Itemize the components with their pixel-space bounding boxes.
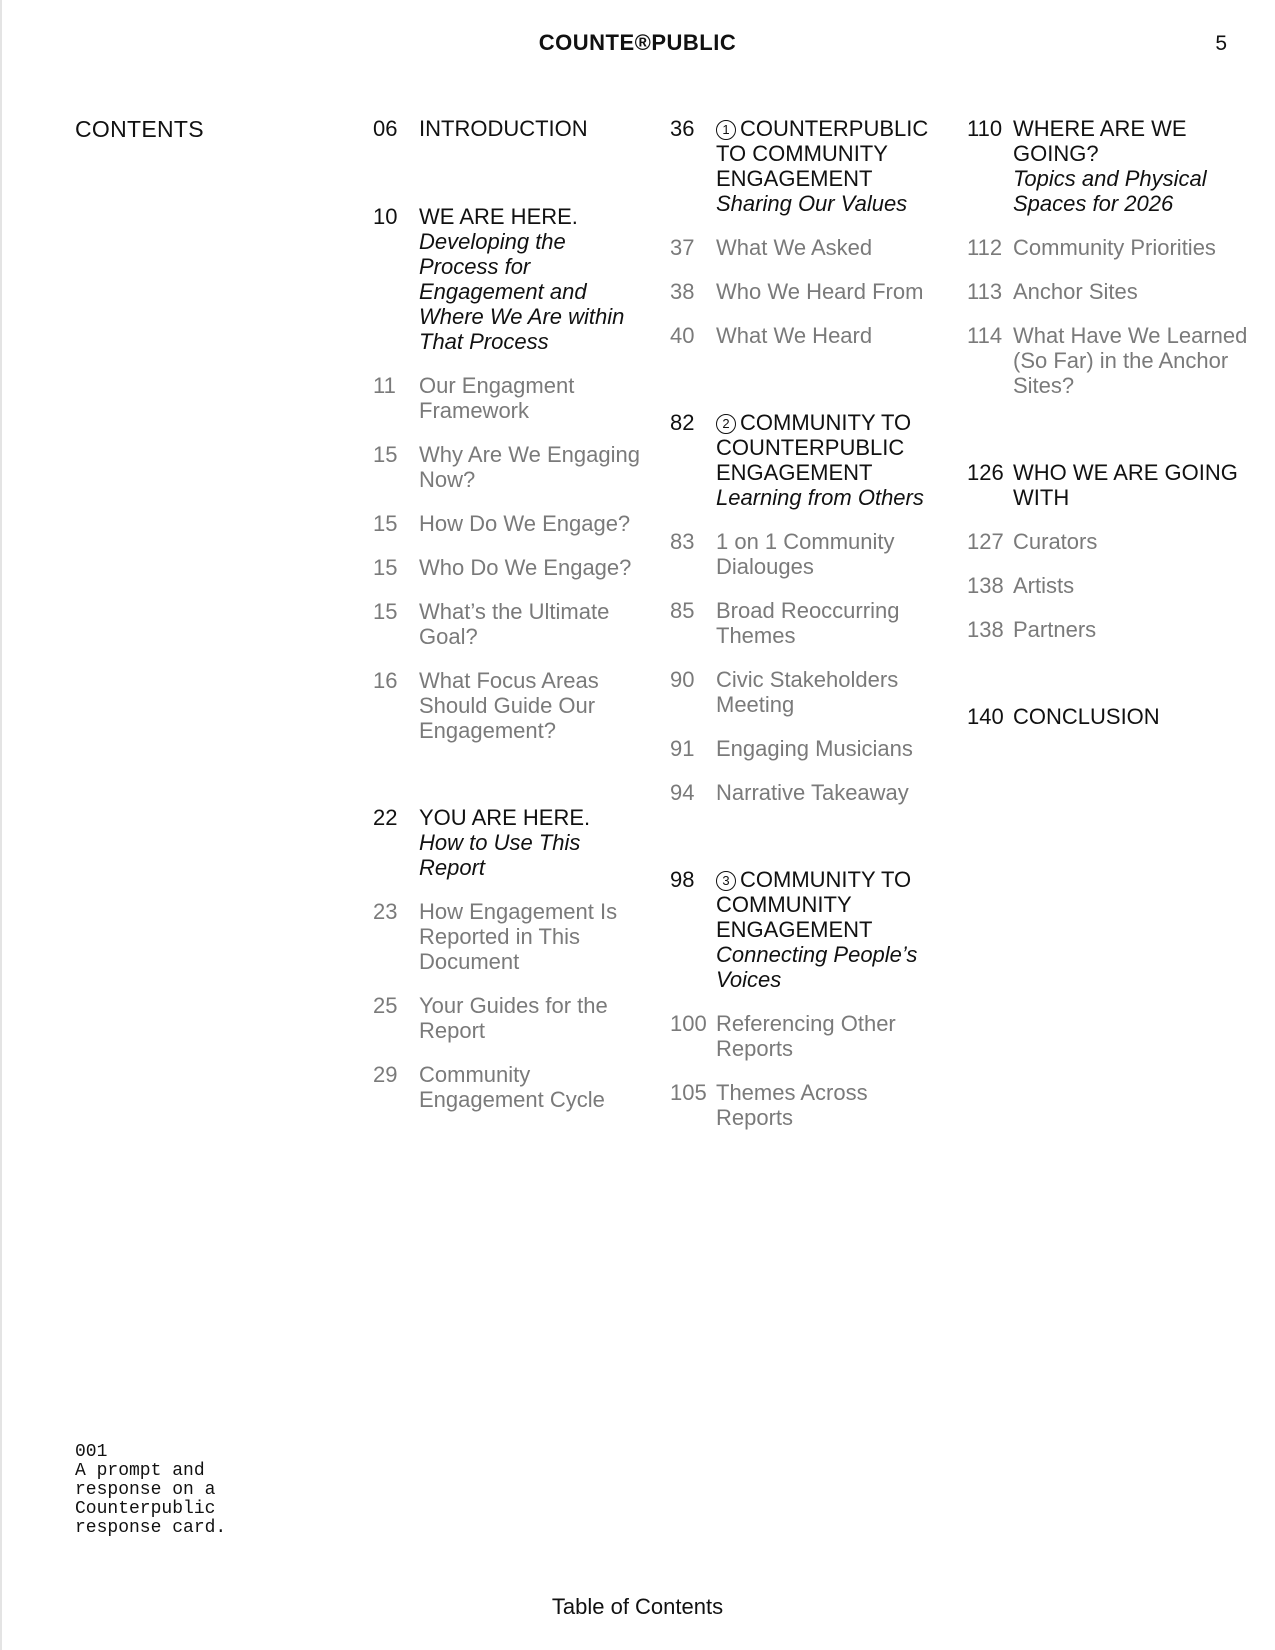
toc-section[interactable] xyxy=(967,460,1252,510)
toc-item[interactable] xyxy=(373,442,648,492)
toc-page-number: 22 xyxy=(373,805,398,830)
image-caption xyxy=(75,1443,295,1538)
toc-item[interactable] xyxy=(373,599,648,649)
toc-page-number: 140 xyxy=(967,704,1004,729)
toc-section-subtitle: Connecting People’s Voices xyxy=(716,942,918,992)
circled-number-icon: 2 xyxy=(716,414,736,434)
toc-section-subtitle: Sharing Our Values xyxy=(716,191,908,216)
toc-page-number: 25 xyxy=(373,993,398,1018)
toc-page-number: 10 xyxy=(373,204,398,229)
toc-page-number: 11 xyxy=(373,373,396,398)
toc-page-number: 113 xyxy=(967,279,1003,304)
counterpublic-logo: COUNTE®PUBLIC xyxy=(538,30,737,55)
toc-page-number: 100 xyxy=(670,1011,707,1036)
toc-item-label: Partners xyxy=(1013,617,1097,642)
toc-page-number: 126 xyxy=(967,460,1004,485)
toc-item[interactable] xyxy=(670,780,945,805)
toc-item[interactable] xyxy=(670,529,945,579)
toc-item[interactable] xyxy=(373,511,648,536)
toc-section[interactable] xyxy=(670,410,945,510)
toc-section[interactable] xyxy=(670,116,945,216)
toc-item[interactable] xyxy=(373,555,648,580)
toc-page-number: 82 xyxy=(670,410,695,435)
toc-item[interactable] xyxy=(967,279,1252,304)
toc-item-label: Engaging Musicians xyxy=(716,736,913,761)
toc-item[interactable] xyxy=(373,1062,648,1112)
toc-item-label: What We Asked xyxy=(716,235,873,260)
circled-number-icon: 3 xyxy=(716,871,736,891)
page-edge xyxy=(0,0,2,1650)
toc-page-number: 15 xyxy=(373,442,398,467)
toc-page-number: 90 xyxy=(670,667,695,692)
toc-item-label: Why Are We Engaging Now? xyxy=(419,442,640,492)
toc-page-number: 06 xyxy=(373,116,398,141)
toc-page-number: 127 xyxy=(967,529,1004,554)
toc-section-title: YOU ARE HERE. xyxy=(419,805,591,830)
toc-item-label: Civic Stakeholders Meeting xyxy=(716,667,899,717)
toc-page-number: 15 xyxy=(373,555,398,580)
toc-section[interactable] xyxy=(967,704,1252,729)
toc-page-number: 15 xyxy=(373,511,398,536)
toc-page-number: 138 xyxy=(967,617,1004,642)
footer-title: Table of Contents xyxy=(551,1594,724,1619)
toc-section[interactable] xyxy=(373,805,648,880)
toc-column-2 xyxy=(670,116,945,1130)
toc-item-label: Narrative Takeaway xyxy=(716,780,909,805)
toc-item-label: Our Engagment Framework xyxy=(419,373,575,423)
toc-item-label: What We Heard xyxy=(716,323,873,348)
toc-page-number: 91 xyxy=(670,736,695,761)
toc-section-title: CONCLUSION xyxy=(1013,704,1160,729)
toc-item-label: How Do We Engage? xyxy=(419,511,631,536)
toc-item-label: Your Guides for the Report xyxy=(419,993,608,1043)
toc-column-3 xyxy=(967,116,1252,729)
toc-section-title: WHERE ARE WE GOING? xyxy=(1013,116,1187,166)
toc-page-number: 36 xyxy=(670,116,695,141)
toc-page-number: 110 xyxy=(967,116,1003,141)
toc-item-label: Community Priorities xyxy=(1013,235,1216,260)
toc-section-title: INTRODUCTION xyxy=(419,116,588,141)
toc-page-number: 29 xyxy=(373,1062,398,1087)
toc-item[interactable] xyxy=(670,667,945,717)
toc-item[interactable] xyxy=(967,529,1252,554)
toc-page-number: 40 xyxy=(670,323,695,348)
toc-section[interactable] xyxy=(967,116,1252,216)
toc-item[interactable] xyxy=(967,323,1252,398)
toc-section-subtitle: Learning from Others xyxy=(716,485,924,510)
toc-section[interactable] xyxy=(670,867,945,992)
toc-page-number: 38 xyxy=(670,279,695,304)
toc-section[interactable] xyxy=(373,204,648,354)
toc-page-number: 112 xyxy=(967,235,1003,260)
toc-page-number: 16 xyxy=(373,668,398,693)
toc-item[interactable] xyxy=(670,279,945,304)
toc-item[interactable] xyxy=(373,373,648,423)
caption-number: 001 xyxy=(75,1442,108,1462)
toc-section-title: COUNTERPUBLIC TO COMMUNITY ENGAGEMENT xyxy=(716,116,929,191)
toc-page-number: 23 xyxy=(373,899,398,924)
toc-item-label: How Engagement Is Reported in This Document xyxy=(419,899,618,974)
toc-page-number: 114 xyxy=(967,323,1003,348)
toc-item-label: What Have We Learned (So Far) in the Anchor Sites? xyxy=(1013,323,1248,398)
toc-section-title: COMMUNITY TO COMMUNITY ENGAGEMENT xyxy=(716,867,912,942)
toc-item-label: Artists xyxy=(1013,573,1075,598)
toc-item[interactable] xyxy=(373,993,648,1043)
toc-item[interactable] xyxy=(670,323,945,348)
toc-item[interactable] xyxy=(670,235,945,260)
toc-item[interactable] xyxy=(670,598,945,648)
toc-item-label: Curators xyxy=(1013,529,1098,554)
circled-number-icon: 1 xyxy=(716,120,736,140)
toc-item-label: What Focus Areas Should Guide Our Engagement? xyxy=(419,668,599,743)
toc-item-label: Who We Heard From xyxy=(716,279,924,304)
toc-page-number: 105 xyxy=(670,1080,707,1105)
toc-page-number: 98 xyxy=(670,867,695,892)
toc-item-label: What’s the Ultimate Goal? xyxy=(419,599,610,649)
toc-item[interactable] xyxy=(670,1080,945,1130)
caption-text: A prompt and response on a Counterpublic response card. xyxy=(75,1461,227,1538)
toc-section-title: WHO WE ARE GOING WITH xyxy=(1013,460,1238,510)
toc-item[interactable] xyxy=(967,573,1252,598)
toc-item[interactable] xyxy=(373,668,648,743)
toc-section-title: COMMUNITY TO COUNTERPUBLIC ENGAGEMENT xyxy=(716,410,912,485)
toc-section[interactable] xyxy=(373,116,648,141)
toc-item-label: Community Engagement Cycle xyxy=(419,1062,605,1112)
toc-column-1 xyxy=(373,116,648,1112)
toc-page-number: 83 xyxy=(670,529,695,554)
toc-item-label: Themes Across Reports xyxy=(716,1080,868,1130)
toc-section-subtitle: Developing the Process for Engagement and Where We Are within That Process xyxy=(419,229,625,354)
toc-item-label: Anchor Sites xyxy=(1013,279,1138,304)
toc-page-number: 15 xyxy=(373,599,398,624)
toc-section-subtitle: Topics and Physical Spaces for 2026 xyxy=(1013,166,1207,216)
toc-item[interactable] xyxy=(967,617,1252,642)
toc-item-label: Broad Reoccurring Themes xyxy=(716,598,900,648)
toc-page-number: 85 xyxy=(670,598,695,623)
toc-section-title: WE ARE HERE. xyxy=(419,204,578,229)
toc-item-label: Who Do We Engage? xyxy=(419,555,632,580)
toc-item-label: Referencing Other Reports xyxy=(716,1011,896,1061)
toc-item[interactable] xyxy=(373,899,648,974)
toc-page-number: 94 xyxy=(670,780,695,805)
toc-item[interactable] xyxy=(967,235,1252,260)
contents-heading: CONTENTS xyxy=(75,116,204,142)
toc-page-number: 37 xyxy=(670,235,695,260)
toc-page-number: 138 xyxy=(967,573,1004,598)
toc-item-label: 1 on 1 Community Dialouges xyxy=(716,529,895,579)
toc-item[interactable] xyxy=(670,736,945,761)
page-number: 5 xyxy=(1215,32,1227,55)
toc-section-subtitle: How to Use This Report xyxy=(419,830,581,880)
toc-item[interactable] xyxy=(670,1011,945,1061)
